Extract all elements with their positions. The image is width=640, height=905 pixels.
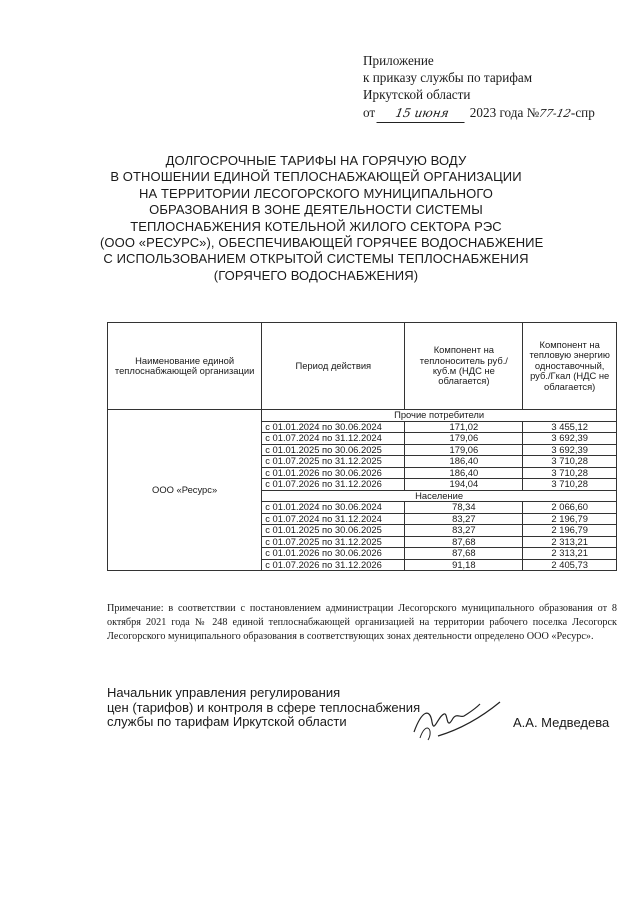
handwritten-date: 15 июня <box>377 105 468 123</box>
period-cell: с 01.01.2025 по 30.06.2025 <box>262 525 405 537</box>
energy-cell: 3 692,39 <box>523 444 617 456</box>
energy-cell: 2 405,73 <box>523 559 617 571</box>
period-cell: с 01.07.2026 по 31.12.2026 <box>262 559 405 571</box>
period-cell: с 01.01.2024 по 30.06.2024 <box>262 421 405 433</box>
table-header-row <box>108 323 617 410</box>
group-row <box>108 410 617 422</box>
period-cell: с 01.07.2025 по 31.12.2025 <box>262 456 405 468</box>
energy-cell: 3 455,12 <box>523 421 617 433</box>
appendix-year: 2023 года № <box>469 104 540 120</box>
signature-title-line: цен (тарифов) и контроля в сфере теплоснабжения <box>107 699 421 715</box>
header-period: Период действия <box>262 323 405 410</box>
title-line: (ГОРЯЧЕГО ВОДОСНАБЖЕНИЯ) <box>213 267 419 283</box>
appendix-prefix: от <box>363 104 376 120</box>
period-cell: с 01.07.2025 по 31.12.2025 <box>262 536 405 548</box>
tariff-table <box>107 322 617 571</box>
signature-block <box>107 686 420 730</box>
energy-cell: 3 692,39 <box>523 433 617 445</box>
carrier-cell: 87,68 <box>405 548 523 560</box>
carrier-cell: 91,18 <box>405 559 523 571</box>
carrier-cell: 87,68 <box>405 536 523 548</box>
handwritten-signature <box>408 690 508 750</box>
appendix-header <box>363 52 595 123</box>
energy-cell: 3 710,28 <box>523 456 617 468</box>
carrier-cell: 179,06 <box>405 433 523 445</box>
group-label: Прочие потребители <box>262 410 617 422</box>
energy-cell: 3 710,28 <box>523 467 617 479</box>
footnote: Примечание: в соответствии с постановлением администрации Лесогорского муниципального образования от 8 октября 2021 года № 248 единой теплоснабжающей организацией на территории рабочего поселка Лесогорск Лесогорского муниципального образования в соответствующих зонах деятельности определено ООО «Ресурс». <box>107 603 617 642</box>
carrier-cell: 78,34 <box>405 502 523 514</box>
title-line: ОБРАЗОВАНИЯ В ЗОНЕ ДЕЯТЕЛЬНОСТИ СИСТЕМЫ <box>149 202 483 218</box>
energy-cell: 2 313,21 <box>523 548 617 560</box>
energy-cell: 2 066,60 <box>523 502 617 514</box>
period-cell: с 01.01.2025 по 30.06.2025 <box>262 444 405 456</box>
header-organization: Наименование единой теплоснабжающей организации <box>108 323 262 410</box>
energy-cell: 2 196,79 <box>523 513 617 525</box>
document-title <box>100 153 544 284</box>
header-energy-component: Компонент на тепловую энергию одноставочный, руб./Гкал (НДС не облагается) <box>523 323 617 410</box>
appendix-line-3: Иркутской области <box>363 87 471 103</box>
title-line: В ОТНОШЕНИИ ЕДИНОЙ ТЕПЛОСНАБЖАЮЩЕЙ ОРГАНИЗАЦИИ <box>110 169 522 185</box>
appendix-line-1: Приложение <box>363 53 434 68</box>
period-cell: с 01.01.2026 по 30.06.2026 <box>262 548 405 560</box>
signature-title-line: Начальник управления регулирования <box>107 685 341 700</box>
carrier-cell: 186,40 <box>405 456 523 468</box>
energy-cell: 2 196,79 <box>523 525 617 537</box>
period-cell: с 01.07.2026 по 31.12.2026 <box>262 479 405 491</box>
title-line: (ООО «РЕСУРС»), ОБЕСПЕЧИВАЮЩЕЙ ГОРЯЧЕЕ ВОДОСНАБЖЕНИЕ <box>100 235 544 251</box>
header-carrier-component: Компонент на теплоноситель руб./куб.м (НДС не облагается) <box>405 323 523 410</box>
carrier-cell: 171,02 <box>405 421 523 433</box>
carrier-cell: 186,40 <box>405 467 523 479</box>
appendix-order-line <box>363 104 595 123</box>
carrier-cell: 194,04 <box>405 479 523 491</box>
period-cell: с 01.07.2024 по 31.12.2024 <box>262 513 405 525</box>
carrier-cell: 83,27 <box>405 525 523 537</box>
period-cell: с 01.01.2026 по 30.06.2026 <box>262 467 405 479</box>
carrier-cell: 83,27 <box>405 513 523 525</box>
signatory-name: А.А. Медведева <box>513 715 610 730</box>
title-line: НА ТЕРРИТОРИИ ЛЕСОГОРСКОГО МУНИЦИПАЛЬНОГО <box>139 185 493 201</box>
title-line: ДОЛГОСРОЧНЫЕ ТАРИФЫ НА ГОРЯЧУЮ ВОДУ <box>165 153 467 168</box>
carrier-cell: 179,06 <box>405 444 523 456</box>
handwritten-order-number: 77-12 <box>537 106 573 120</box>
energy-cell: 2 313,21 <box>523 536 617 548</box>
group-label: Население <box>262 490 617 502</box>
period-cell: с 01.01.2024 по 30.06.2024 <box>262 502 405 514</box>
title-line: С ИСПОЛЬЗОВАНИЕМ ОТКРЫТОЙ СИСТЕМЫ ТЕПЛОСНАБЖЕНИЯ <box>103 251 529 267</box>
energy-cell: 3 710,28 <box>523 479 617 491</box>
period-cell: с 01.07.2024 по 31.12.2024 <box>262 433 405 445</box>
title-line: ТЕПЛОСНАБЖЕНИЯ КОТЕЛЬНОЙ ЖИЛОГО СЕКТОРА РЭС <box>130 218 502 234</box>
signature-title-line: службы по тарифам Иркутской области <box>107 714 347 730</box>
organization-cell: ООО «Ресурс» <box>108 410 262 571</box>
appendix-line-2: к приказу службы по тарифам <box>363 70 533 86</box>
appendix-suffix: -спр <box>570 104 595 120</box>
